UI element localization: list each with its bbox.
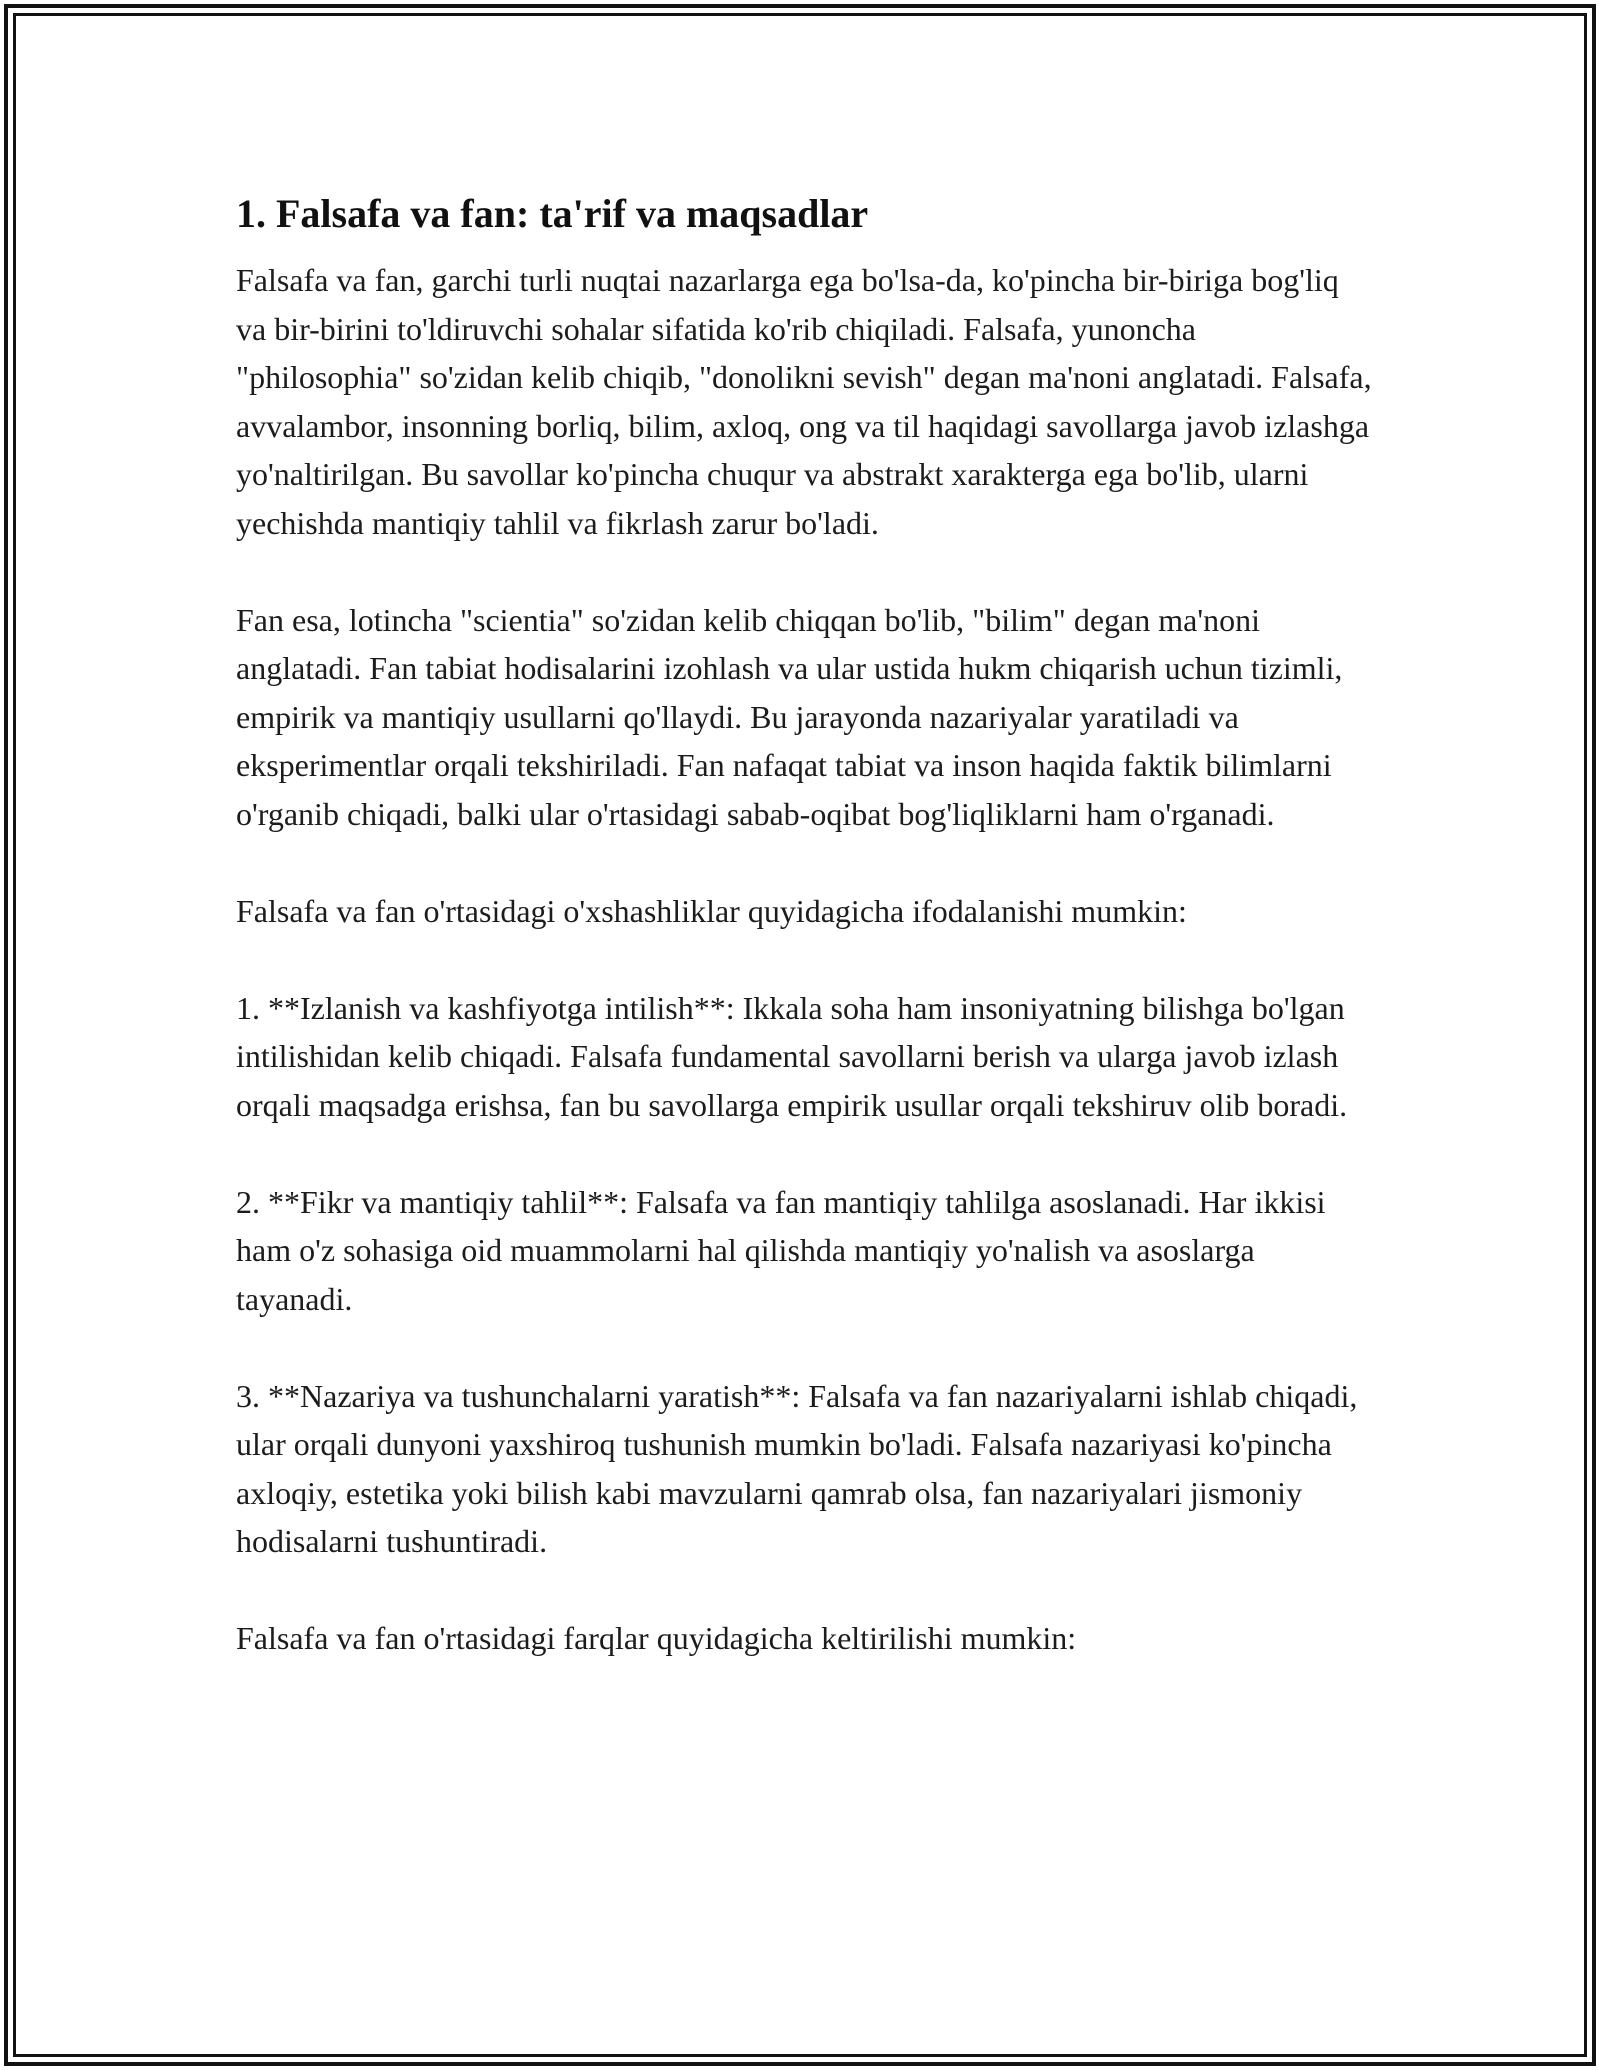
paragraph-science: Fan esa, lotincha "scientia" so'zidan kelib chiqqan bo'lib, "bilim" degan ma'noni anglatadi. Fan tabiat hodisalarini izohlash va ular ustida hukm chiqarish uchun tizimli, empirik va mantiqiy usullarni qo'llaydi. Bu jarayonda nazariyalar yaratiladi va eksperimentlar orqali tekshiriladi. Fan nafaqat tabiat va inson haqida faktik bilimlarni o'rganib chiqadi, balki ular o'rtasidagi sabab-oqibat bog'liqliklarni ham o'rganadi. (236, 601, 1343, 832)
list-item-similarity-1: 1. **Izlanish va kashfiyotga intilish**: Ikkala soha ham insoniyatning bilishga bo'lgan intilishidan kelib chiqadi. Falsafa fundamental savollarni berish va ularga javob izlash orqali maqsadga erishsa, fan bu savollarga empirik usullar orqali tekshiruv olib boradi. (236, 989, 1348, 1123)
document-body (236, 184, 1376, 1663)
paragraph-differences-intro: Falsafa va fan o'rtasidagi farqlar quyidagicha keltirilishi mumkin: (236, 1620, 1077, 1656)
list-item-similarity-3: 3. **Nazariya va tushunchalarni yaratish**: Falsafa va fan nazariyalarni ishlab chiqadi, ular orqali dunyoni yaxshiroq tushunish mumkin bo'ladi. Falsafa nazariyasi ko'pincha axloqiy, estetika yoki bilish kabi mavzularni qamrab olsa, fan nazariyalari jismoniy hodisalarni tushuntiradi. (236, 1377, 1358, 1559)
paragraph-similarities-intro: Falsafa va fan o'rtasidagi o'xshashliklar quyidagicha ifodalanishi mumkin: (236, 892, 1187, 929)
section-heading: 1. Falsafa va fan: ta'rif va maqsadlar (236, 191, 869, 236)
list-item-similarity-2: 2. **Fikr va mantiqiy tahlil**: Falsafa va fan mantiqiy tahlilga asoslanadi. Har ikkisi ham o'z sohasiga oid muammolarni hal qilishda mantiqiy yo'nalish va asoslarga tayanadi. (236, 1183, 1326, 1317)
paragraph-definitions: Falsafa va fan, garchi turli nuqtai nazarlarga ega bo'lsa-da, ko'pincha bir-biriga bog'liq va bir-birini to'ldiruvchi sohalar sifatida ko'rib chiqiladi. Falsafa, yunoncha "philosophia" so'zidan kelib chiqib, "donolikni sevish" degan ma'noni anglatadi. Falsafa, avvalambor, insonning borliq, bilim, axloq, ong va til haqidagi savollarga javob izlashga yo'naltirilgan. Bu savollar ko'pincha chuqur va abstrakt xarakterga ega bo'lib, ularni yechishda mantiqiy tahlil va fikrlash zarur bo'ladi. (236, 262, 1372, 541)
